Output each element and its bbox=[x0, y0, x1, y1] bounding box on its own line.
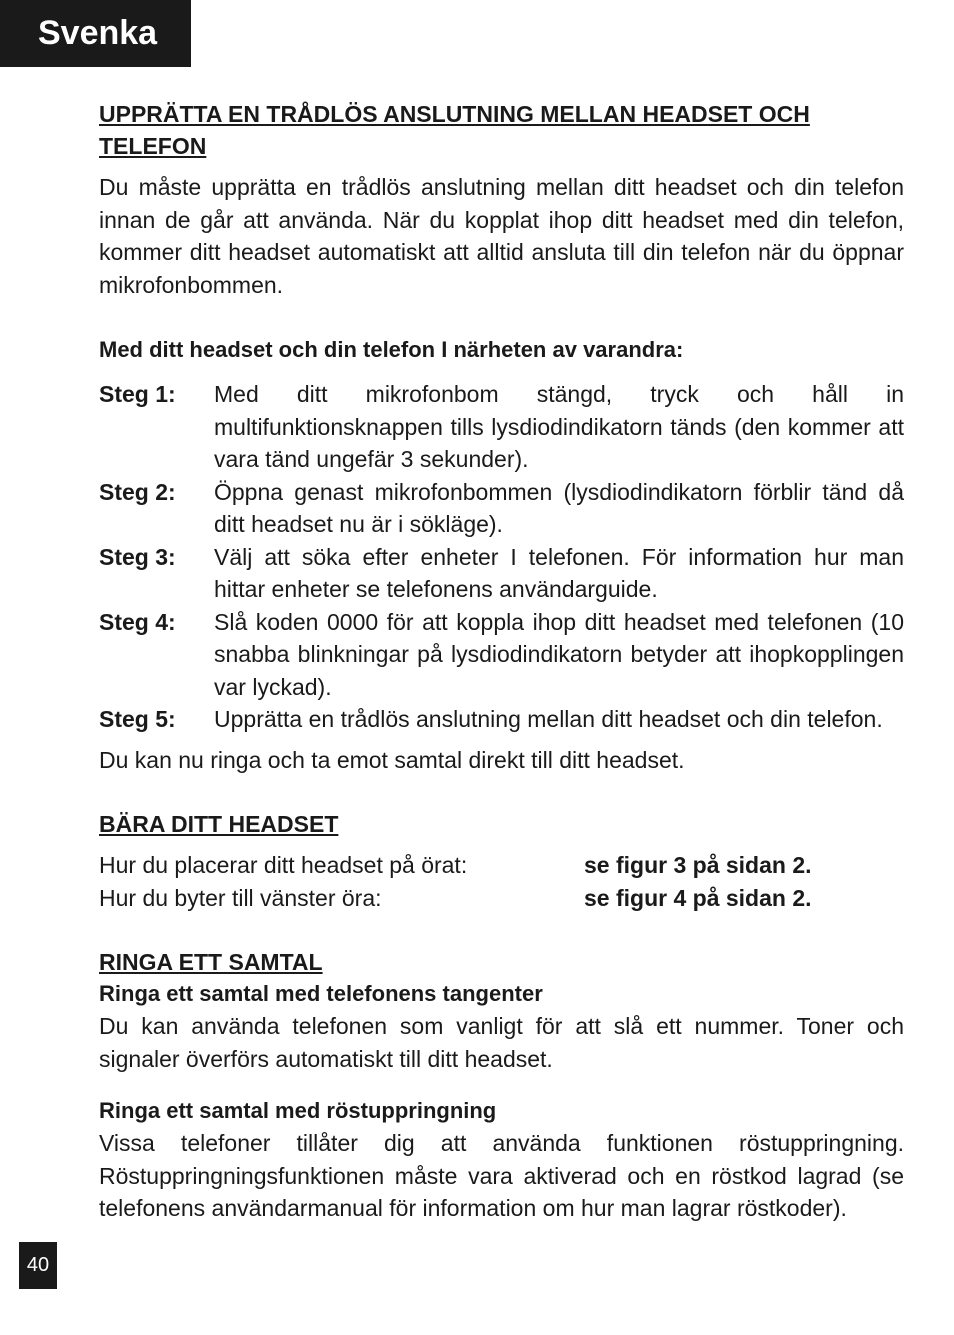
reference-label: Hur du placerar ditt headset på örat: bbox=[99, 852, 468, 878]
reference-target: se figur 3 på sidan 2. bbox=[584, 852, 812, 878]
pairing-intro: Du måste upprätta en trådlös anslutning mellan ditt headset och din telefon innan de går att använda. När du kopplat ihop ditt headset med din telefon, kommer ditt headset automatiskt att alltid ansluta till din telefon när du öppnar mikrofonbommen. bbox=[99, 174, 904, 298]
pairing-subheading: Med ditt headset och din telefon I närheten av varandra: bbox=[99, 337, 684, 362]
step-label: Steg 5: bbox=[99, 706, 176, 732]
page-number: 40 bbox=[19, 1242, 57, 1289]
calling-keypad-text: Du kan använda telefonen som vanligt för att slå ett nummer. Toner och signaler överförs automatiskt till ditt headset. bbox=[99, 1013, 904, 1072]
step-text: Slå koden 0000 för att koppla ihop ditt headset med telefonen (10 snabba blinkningar på lysdiodindikatorn betyder att ihopkopplingen var lyckad). bbox=[214, 608, 904, 700]
section-heading-calling: RINGA ETT SAMTAL bbox=[99, 949, 323, 975]
step-label: Steg 4: bbox=[99, 608, 176, 635]
step-item bbox=[99, 703, 904, 736]
wearing-references bbox=[99, 849, 904, 914]
step-text: Med ditt mikrofonbom stängd, tryck och håll in multifunktionsknappen tills lysdiodindikatorn tänds (den kommer att vara tänd ungefär 3 sekunder). bbox=[214, 381, 904, 472]
steps-list bbox=[99, 378, 904, 736]
calling-voice-text: Vissa telefoner tillåter dig att använda funktionen röstuppringning. Röstuppringningsfunktionen måste vara aktiverad och en röstkod lagrad (se telefonens användarmanual för information om hur man lagrar röstkoder). bbox=[99, 1130, 904, 1221]
reference-row bbox=[99, 849, 904, 882]
step-item bbox=[99, 606, 904, 704]
step-label: Steg 3: bbox=[99, 543, 176, 570]
step-item bbox=[99, 541, 904, 606]
step-item bbox=[99, 476, 904, 541]
reference-row bbox=[99, 882, 904, 915]
reference-target: se figur 4 på sidan 2. bbox=[584, 884, 812, 911]
step-text: Välj att söka efter enheter I telefonen. För information hur man hittar enheter se telefonens användarguide. bbox=[214, 543, 904, 602]
language-tab: Svenka bbox=[0, 0, 191, 67]
pairing-closing: Du kan nu ringa och ta emot samtal direkt till ditt headset. bbox=[99, 746, 685, 773]
calling-keypad-subheading: Ringa ett samtal med telefonens tangenter bbox=[99, 981, 543, 1006]
calling-voice-subheading: Ringa ett samtal med röstuppringning bbox=[99, 1098, 497, 1123]
step-label: Steg 1: bbox=[99, 381, 176, 407]
step-text: Öppna genast mikrofonbommen (lysdiodindikatorn förblir tänd då ditt headset nu är i sökläge). bbox=[214, 478, 904, 537]
section-heading-pairing: UPPRÄTTA EN TRÅDLÖS ANSLUTNING MELLAN HEADSET OCH TELEFON bbox=[99, 101, 810, 159]
section-heading-wearing: BÄRA DITT HEADSET bbox=[99, 811, 339, 837]
step-text: Upprätta en trådlös anslutning mellan ditt headset och din telefon. bbox=[214, 706, 883, 732]
step-label: Steg 2: bbox=[99, 478, 176, 505]
reference-label: Hur du byter till vänster öra: bbox=[99, 884, 382, 911]
step-item bbox=[99, 378, 904, 476]
page-content bbox=[99, 98, 904, 1225]
